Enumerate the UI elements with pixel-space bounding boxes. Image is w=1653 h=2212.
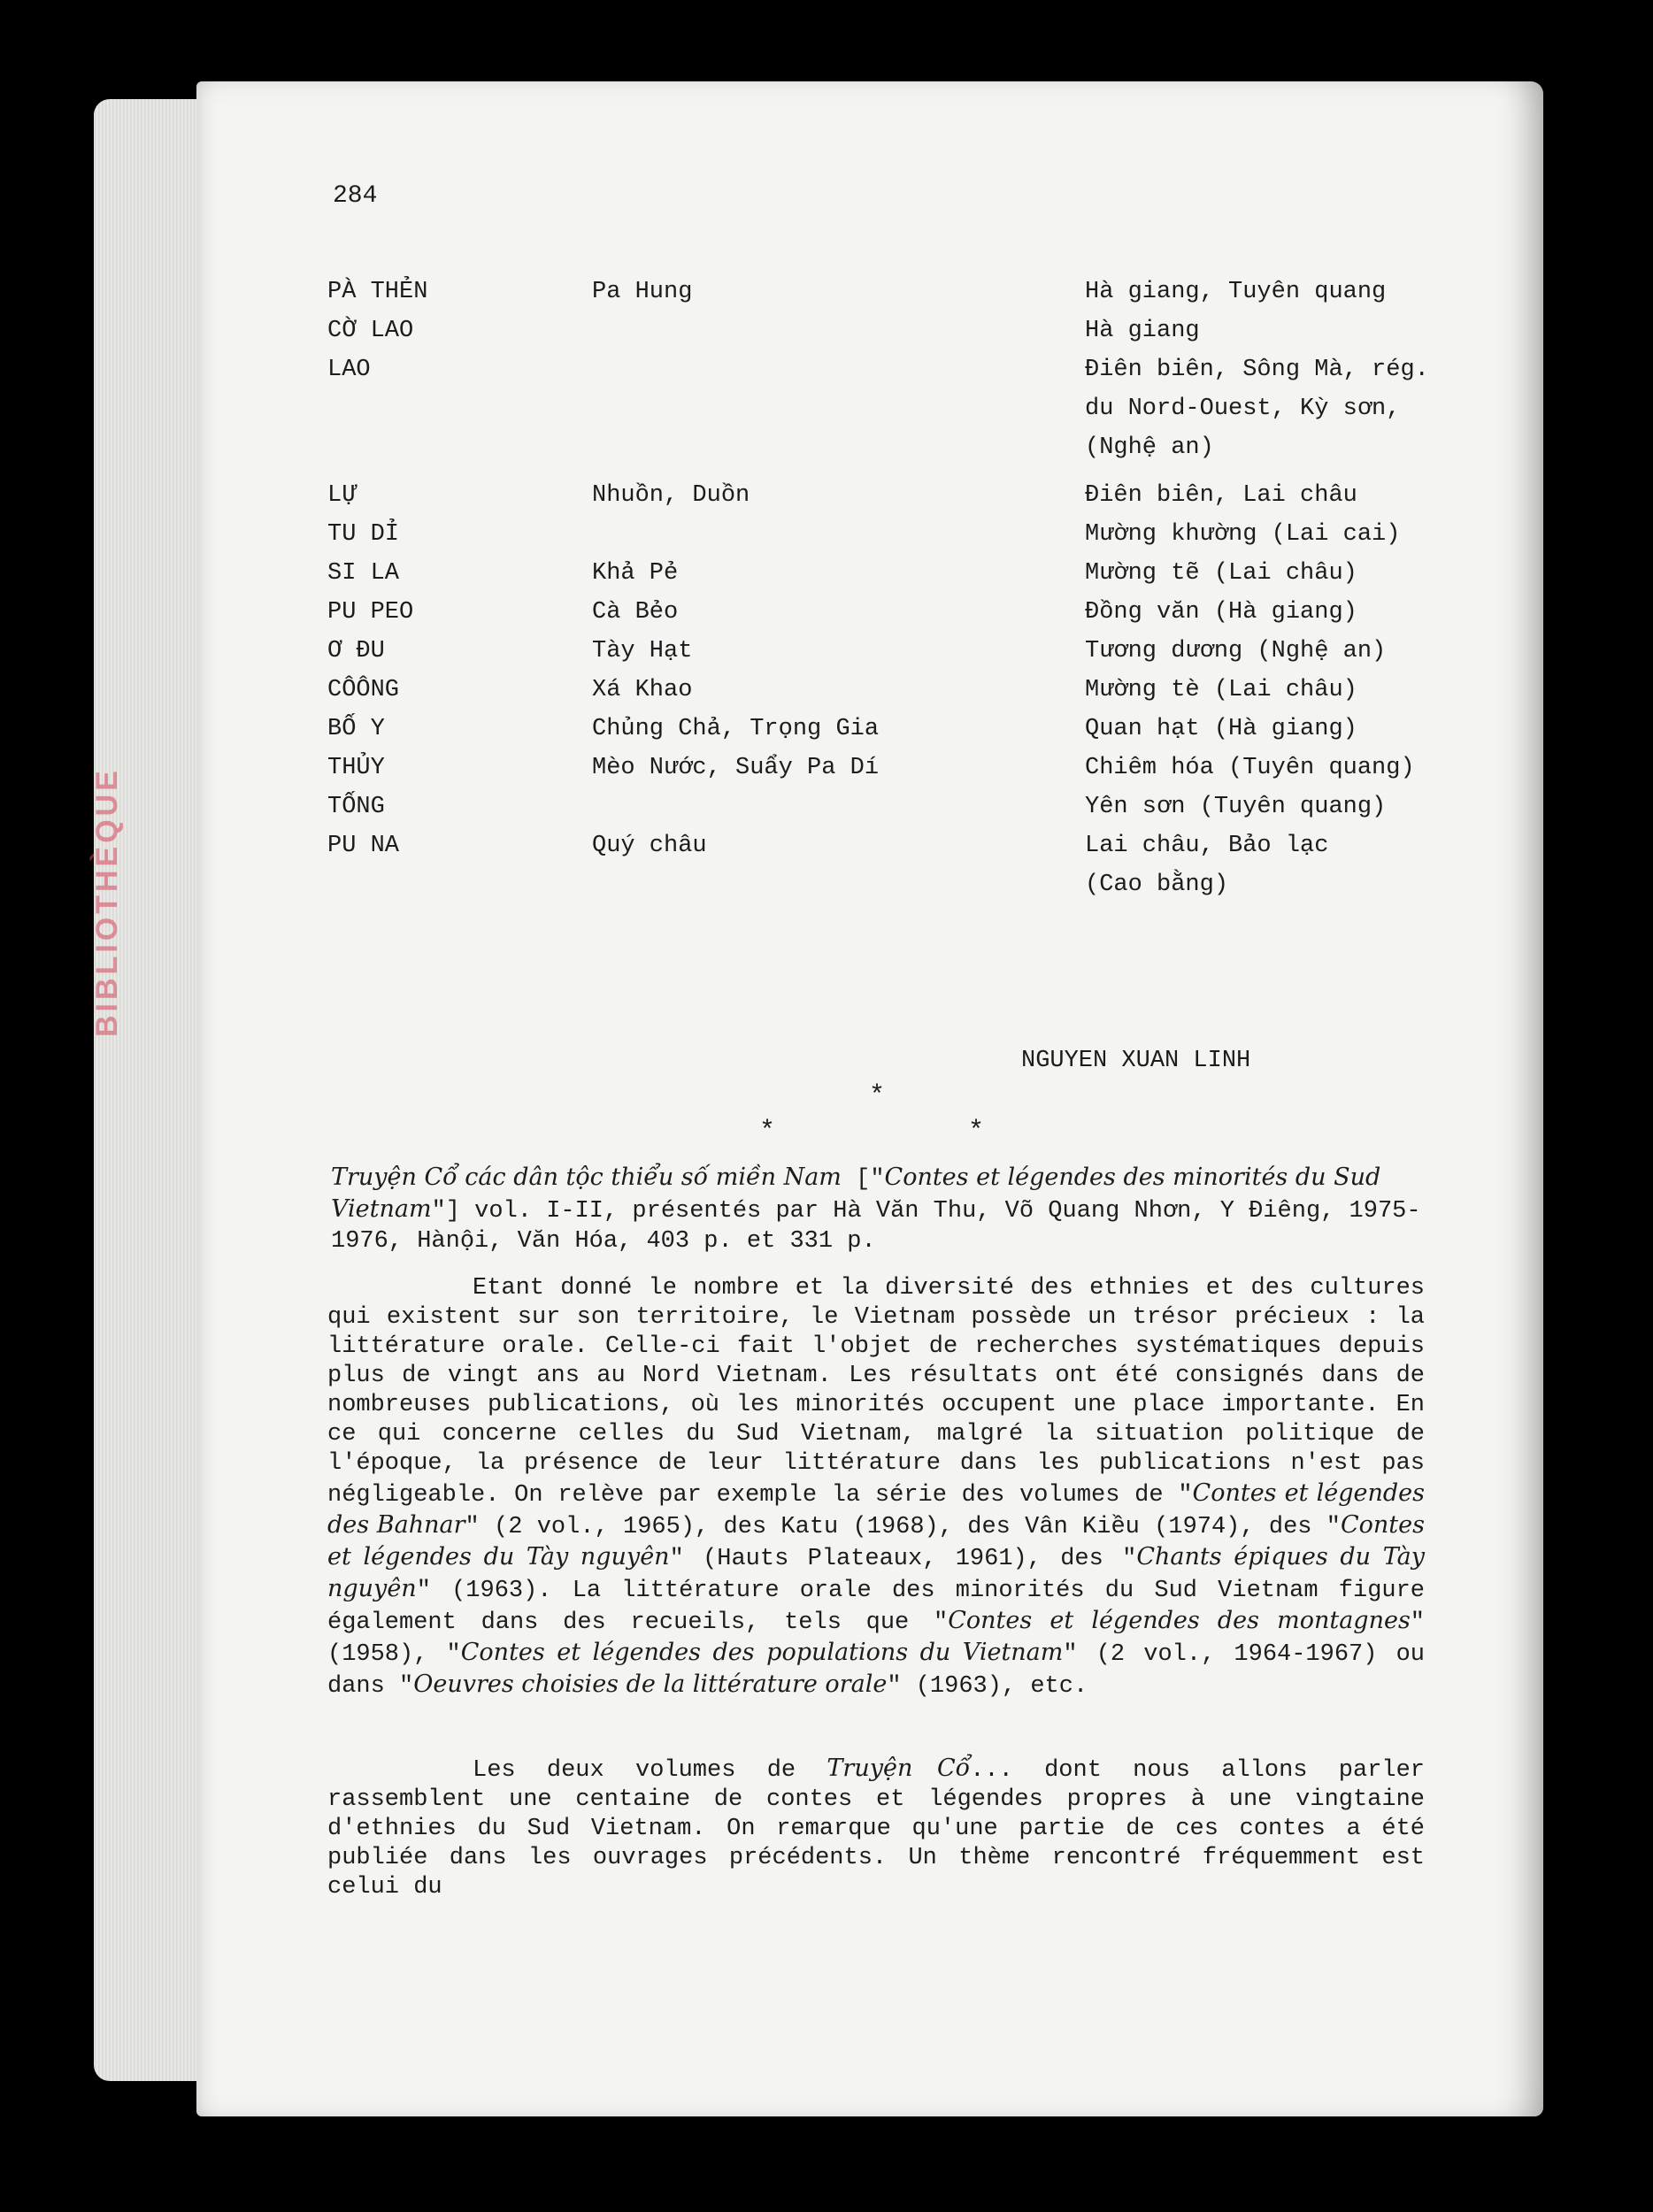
- book-citation: Truyện Cổ các dân tộc thiểu số miền Nam ["Contes et légendes des minorités du Sud Vietnam"] vol. I-II, présentés par Hà Văn Thu, Võ Quang Nhơn, Y Điêng, 1975-1976, Hànội, Văn Hóa, 403 p. et 331 p.: [331, 1164, 1421, 1255]
- citation-title-french: Contes et légendes des minorités du Sud Vietnam: [331, 1164, 1381, 1223]
- library-stamp: BIBLIOTHÈQUE: [90, 767, 124, 1037]
- body-paragraph: Etant donné le nombre et la diversité des ethnies et des cultures qui existent sur son territoire, le Vietnam possède un trésor précieux : la littérature orale. Celle-ci fait l'objet de recherches systématiques depuis plus de vingt ans au Nord Vietnam. Les résultats ont été consignés dans de nombreuses publications, où les minorités occupent une place importante. En ce qui concerne celles du Sud Vietnam, malgré la situation politique de l'époque, la présence de leur littérature dans les publications n'est pas négligeable. On relève par exemple la série des volumes de "Contes et légendes des Bahnar" (2 vol., 1965), des Katu (1968), des Vân Kiều (1974), des "Contes et légendes du Tày nguyên" (Hauts Plateaux, 1961), des "Chants épiques du Tày nguyên" (1963). La littérature orale des minorités du Sud Vietnam figure également dans des recueils, tels que "Contes et légendes des montagnes" (1958), "Contes et légendes des populations du Vietnam" (2 vol., 1964-1967) ou dans "Oeuvres choisies de la littérature orale" (1963), etc.: [327, 1275, 1425, 1700]
- table-row: [327, 350, 1469, 467]
- citation-title-vietnamese: Truyện Cổ các dân tộc thiểu số miền Nam: [331, 1164, 842, 1191]
- table-row: [327, 710, 1469, 749]
- subgroup-names: Khả Pẻ: [592, 560, 679, 587]
- table-row: [327, 632, 1469, 671]
- location: Quan hạt (Hà giang): [1085, 716, 1357, 742]
- location: Mường tè (Lai châu): [1085, 677, 1357, 703]
- location: Yên sơn (Tuyên quang): [1085, 794, 1387, 820]
- table-row: [327, 515, 1469, 554]
- table-row: [327, 787, 1469, 826]
- subgroup-names: Cà Bẻo: [592, 599, 679, 626]
- location: Mường tẽ (Lai châu): [1085, 560, 1357, 587]
- subgroup-names: Mèo Nước, Suẩy Pa Dí: [592, 755, 880, 781]
- subgroup-names: Tày Hạt: [592, 638, 693, 664]
- section-separator-star: *: [968, 1117, 985, 1147]
- table-row: [327, 273, 1469, 311]
- location: Điên biên, Sông Mà, rég. du Nord-Ouest, Kỳ sơn, (Nghệ an): [1085, 357, 1429, 461]
- group-name: LAO: [327, 357, 371, 383]
- page-number: 284: [333, 182, 378, 210]
- group-name: TU DỈ: [327, 521, 400, 548]
- group-name: THỦY: [327, 755, 385, 781]
- book-page: [90, 81, 1543, 2116]
- section-separator-star: *: [759, 1117, 776, 1147]
- location: Lai châu, Bảo lạc (Cao bằng): [1085, 833, 1329, 898]
- table-row: [327, 476, 1469, 515]
- location: Điên biên, Lai châu: [1085, 482, 1357, 509]
- citation-details: "] vol. I-II, présentés par Hà Văn Thu, Võ Quang Nhơn, Y Điêng, 1975-1976, Hànội, Văn Hóa, 403 p. et 331 p.: [331, 1198, 1421, 1255]
- subgroup-names: Pa Hung: [592, 279, 693, 305]
- location: Mường khường (Lai cai): [1085, 521, 1401, 548]
- ethnic-groups-table: [327, 273, 1469, 904]
- group-name: Ơ ĐU: [327, 638, 385, 664]
- section-separator-star: *: [869, 1081, 886, 1111]
- location: Tương dương (Nghệ an): [1085, 638, 1387, 664]
- group-name: PÀ THẺN: [327, 279, 428, 305]
- location: Chiêm hóa (Tuyên quang): [1085, 755, 1415, 781]
- group-name: CÔÔNG: [327, 677, 400, 703]
- table-row: [327, 826, 1469, 904]
- table-row: [327, 554, 1469, 593]
- table-row: [327, 671, 1469, 710]
- group-name: CỜ LAO: [327, 318, 414, 344]
- group-name: TỐNG: [327, 794, 385, 820]
- location: Đồng văn (Hà giang): [1085, 599, 1357, 626]
- location: Hà giang: [1085, 318, 1200, 344]
- table-row: [327, 311, 1469, 350]
- table-row: [327, 593, 1469, 632]
- subgroup-names: Quý châu: [592, 833, 707, 859]
- group-name: SI LA: [327, 560, 400, 587]
- group-name: LỰ: [327, 482, 357, 509]
- author-signature: NGUYEN XUAN LINH: [1021, 1048, 1251, 1074]
- subgroup-names: Xá Khao: [592, 677, 693, 703]
- group-name: PU NA: [327, 833, 400, 859]
- subgroup-names: Nhuồn, Duồn: [592, 482, 750, 509]
- location: Hà giang, Tuyên quang: [1085, 279, 1387, 305]
- subgroup-names: Chủng Chả, Trọng Gia: [592, 716, 880, 742]
- body-paragraph: Les deux volumes de Truyện Cổ... dont nous allons parler rassemblent une centaine de contes et légendes propres à une vingtaine d'ethnies du Sud Vietnam. On remarque qu'une partie de ces contes a été publiée dans les ouvrages précédents. Un thème rencontré fréquemment est celui du: [327, 1755, 1425, 1901]
- group-name: BỐ Y: [327, 716, 385, 742]
- table-row: [327, 749, 1469, 787]
- group-name: PU PEO: [327, 599, 414, 626]
